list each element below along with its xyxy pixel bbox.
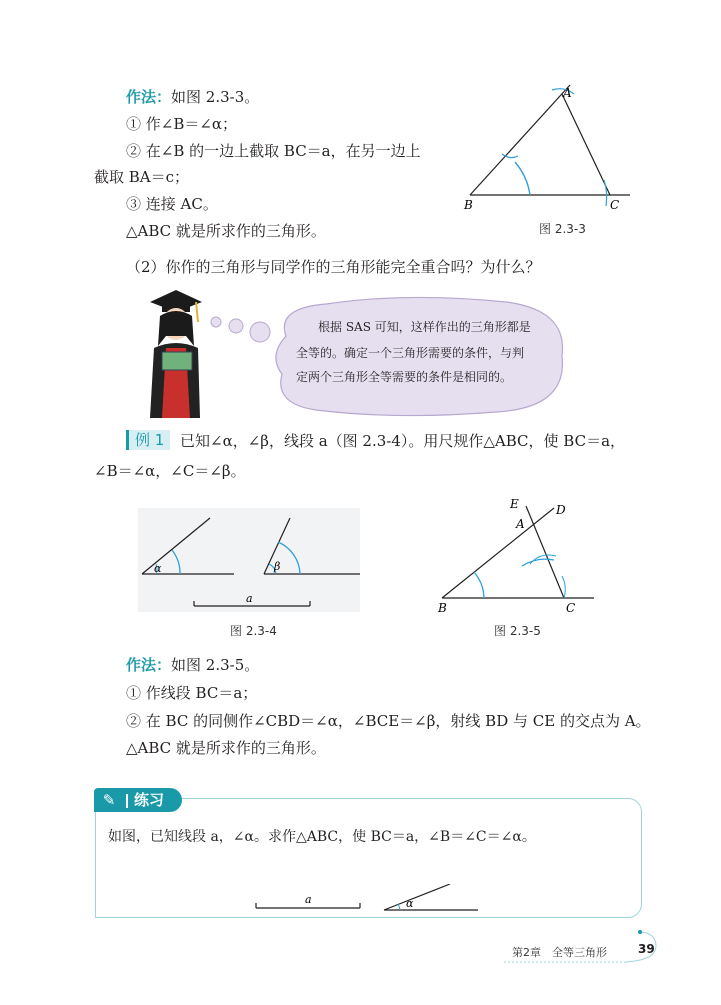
example-line-2: ∠B＝∠α，∠C＝∠β。	[94, 462, 246, 480]
caption-2-3-4: 图 2.3-4	[230, 624, 277, 638]
practice-tab	[94, 788, 182, 812]
label-d: D	[556, 503, 566, 517]
method-ref: 如图 2.3-3。	[171, 88, 260, 106]
step-3: ③ 连接 AC。	[126, 195, 218, 213]
label-b: B	[438, 601, 447, 615]
question-2: （2）你作的三角形与同学作的三角形能完全重合吗？为什么？	[126, 258, 541, 276]
label-c: C	[566, 601, 576, 615]
conclusion-1: △ABC 就是所求作的三角形。	[126, 222, 326, 240]
label-a: A	[516, 517, 525, 531]
practice-text: 如图，已知线段 a，∠α。求作△ABC，使 BC＝a，∠B＝∠C＝∠α。	[108, 829, 536, 845]
page-number: 39	[638, 942, 655, 956]
ray-bd	[442, 508, 554, 598]
label-e: E	[510, 497, 519, 511]
method-title-2	[126, 654, 259, 676]
label-segment-a: a	[246, 592, 253, 605]
method-ref: 如图 2.3-5。	[171, 656, 260, 674]
step-2b: 截取 BA＝c；	[94, 168, 190, 186]
label-c: C	[610, 198, 620, 210]
method2-step-1: ① 作线段 BC＝a；	[126, 684, 258, 702]
method-label: 作法：	[126, 656, 172, 674]
label-b: B	[464, 198, 473, 210]
figure-2-3-5	[434, 496, 602, 616]
step-2a: ② 在∠B 的一边上截取 BC＝a，在另一边上	[126, 142, 421, 160]
bubble-line-2: 全等的。确定一个三角形需要的条件，与判	[296, 346, 525, 360]
example-line-1: 已知∠α，∠β，线段 a（图 2.3-4）。用尺规作△ABC，使 BC＝a，	[180, 432, 626, 450]
practice-figure	[250, 884, 490, 914]
label-beta: β	[274, 560, 281, 573]
method-title-1	[126, 86, 259, 108]
pencil-ruler-icon: ✎	[102, 791, 116, 809]
ray-ce	[526, 506, 564, 598]
example-badge: 例 1	[126, 430, 170, 450]
student-character	[140, 286, 210, 418]
caption-2-3-5: 图 2.3-5	[494, 624, 541, 638]
book-icon	[162, 352, 192, 370]
arc-angle-b	[474, 572, 484, 598]
segment-ac	[562, 94, 610, 195]
label-a: A	[563, 86, 572, 100]
label-a: a	[305, 893, 312, 906]
practice-tab-label: 练习	[134, 791, 165, 809]
conclusion-2: △ABC 就是所求作的三角形。	[126, 739, 326, 757]
ray-ba	[470, 85, 570, 195]
step-1: ① 作∠B＝∠α；	[126, 115, 238, 133]
figure-2-3-4	[138, 508, 360, 612]
bubble-line-1: 根据 SAS 可知，这样作出的三角形都是	[318, 320, 531, 334]
angle-alpha-ray	[384, 884, 450, 910]
method-label: 作法：	[126, 88, 172, 106]
bubble-line-3: 定两个三角形全等需要的条件是相同的。	[296, 370, 513, 384]
method2-step-2: ② 在 BC 的同侧作∠CBD＝∠α，∠BCE＝∠β，射线 BD 与 CE 的交点为 A。	[126, 712, 651, 730]
label-alpha: α	[406, 897, 414, 910]
footer-chapter: 第2章 全等三角形	[512, 946, 607, 959]
figure-2-3-3	[460, 80, 640, 210]
caption-2-3-3: 图 2.3-3	[539, 222, 586, 236]
arc-angle-b	[515, 162, 530, 195]
label-alpha: α	[154, 562, 162, 575]
